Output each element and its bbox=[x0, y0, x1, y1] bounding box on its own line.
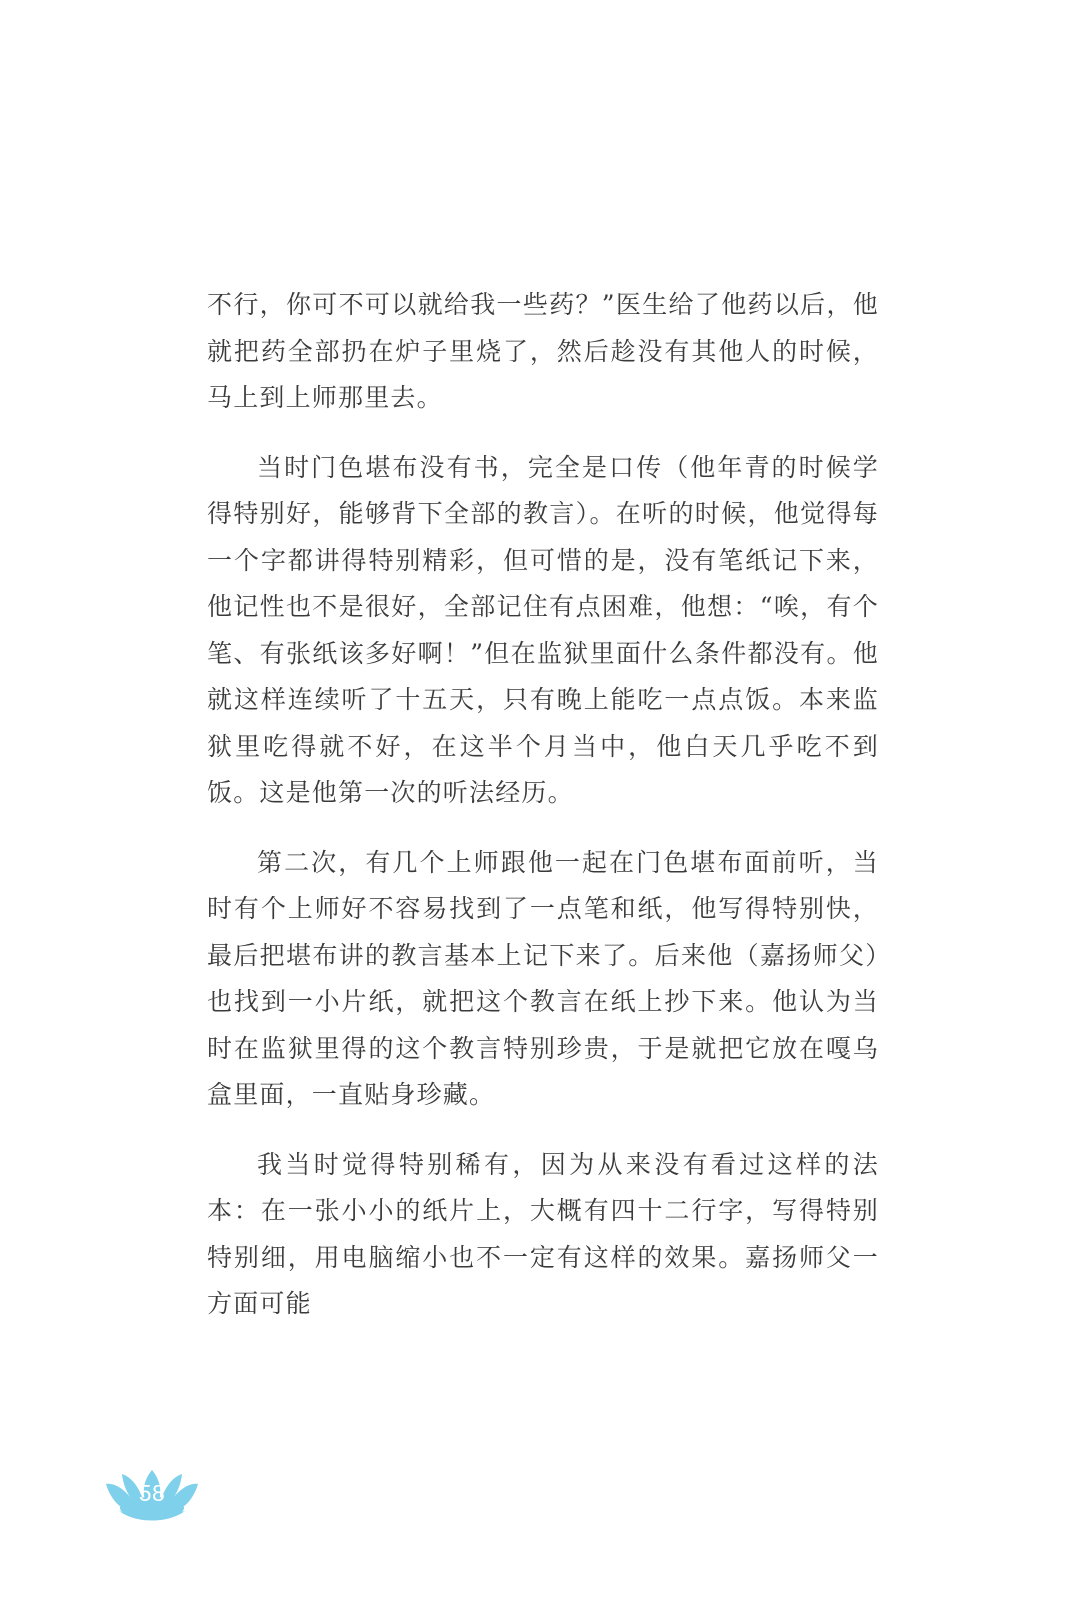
page-number: 58 bbox=[138, 1480, 166, 1506]
page-body bbox=[207, 282, 879, 1351]
paragraph-1: 不行，你可不可以就给我一些药？”医生给了他药以后，他就把药全部扔在炉子里烧了，然后趁没有其他人的时候，马上到上师那里去。 bbox=[207, 290, 879, 412]
paragraph-3: 第二次，有几个上师跟他一起在门色堪布面前听，当时有个上师好不容易找到了一点笔和纸，他写得特别快，最后把堪布讲的教言基本上记下来了。后来他（嘉扬师父）也找到一小片纸，就把这个教言在纸上抄下来。他认为当时在监狱里得的这个教言特别珍贵，于是就把它放在嘎乌盒里面，一直贴身珍藏。 bbox=[207, 847, 879, 1109]
page-number-badge bbox=[104, 1470, 200, 1524]
paragraph-4: 我当时觉得特别稀有，因为从来没有看过这样的法本：在一张小小的纸片上，大概有四十二行字，写得特别特别细，用电脑缩小也不一定有这样的效果。嘉扬师父一方面可能 bbox=[207, 1149, 879, 1318]
paragraph-2: 当时门色堪布没有书，完全是口传（他年青的时候学得特别好，能够背下全部的教言）。在听的时候，他觉得每一个字都讲得特别精彩，但可惜的是，没有笔纸记下来，他记性也不是很好，全部记住有点困难，他想：“唉，有个笔、有张纸该多好啊！”但在监狱里面什么条件都没有。他就这样连续听了十五天，只有晚上能吃一点点饭。本来监狱里吃得就不好，在这半个月当中，他白天几乎吃不到饭。这是他第一次的听法经历。 bbox=[207, 452, 879, 807]
